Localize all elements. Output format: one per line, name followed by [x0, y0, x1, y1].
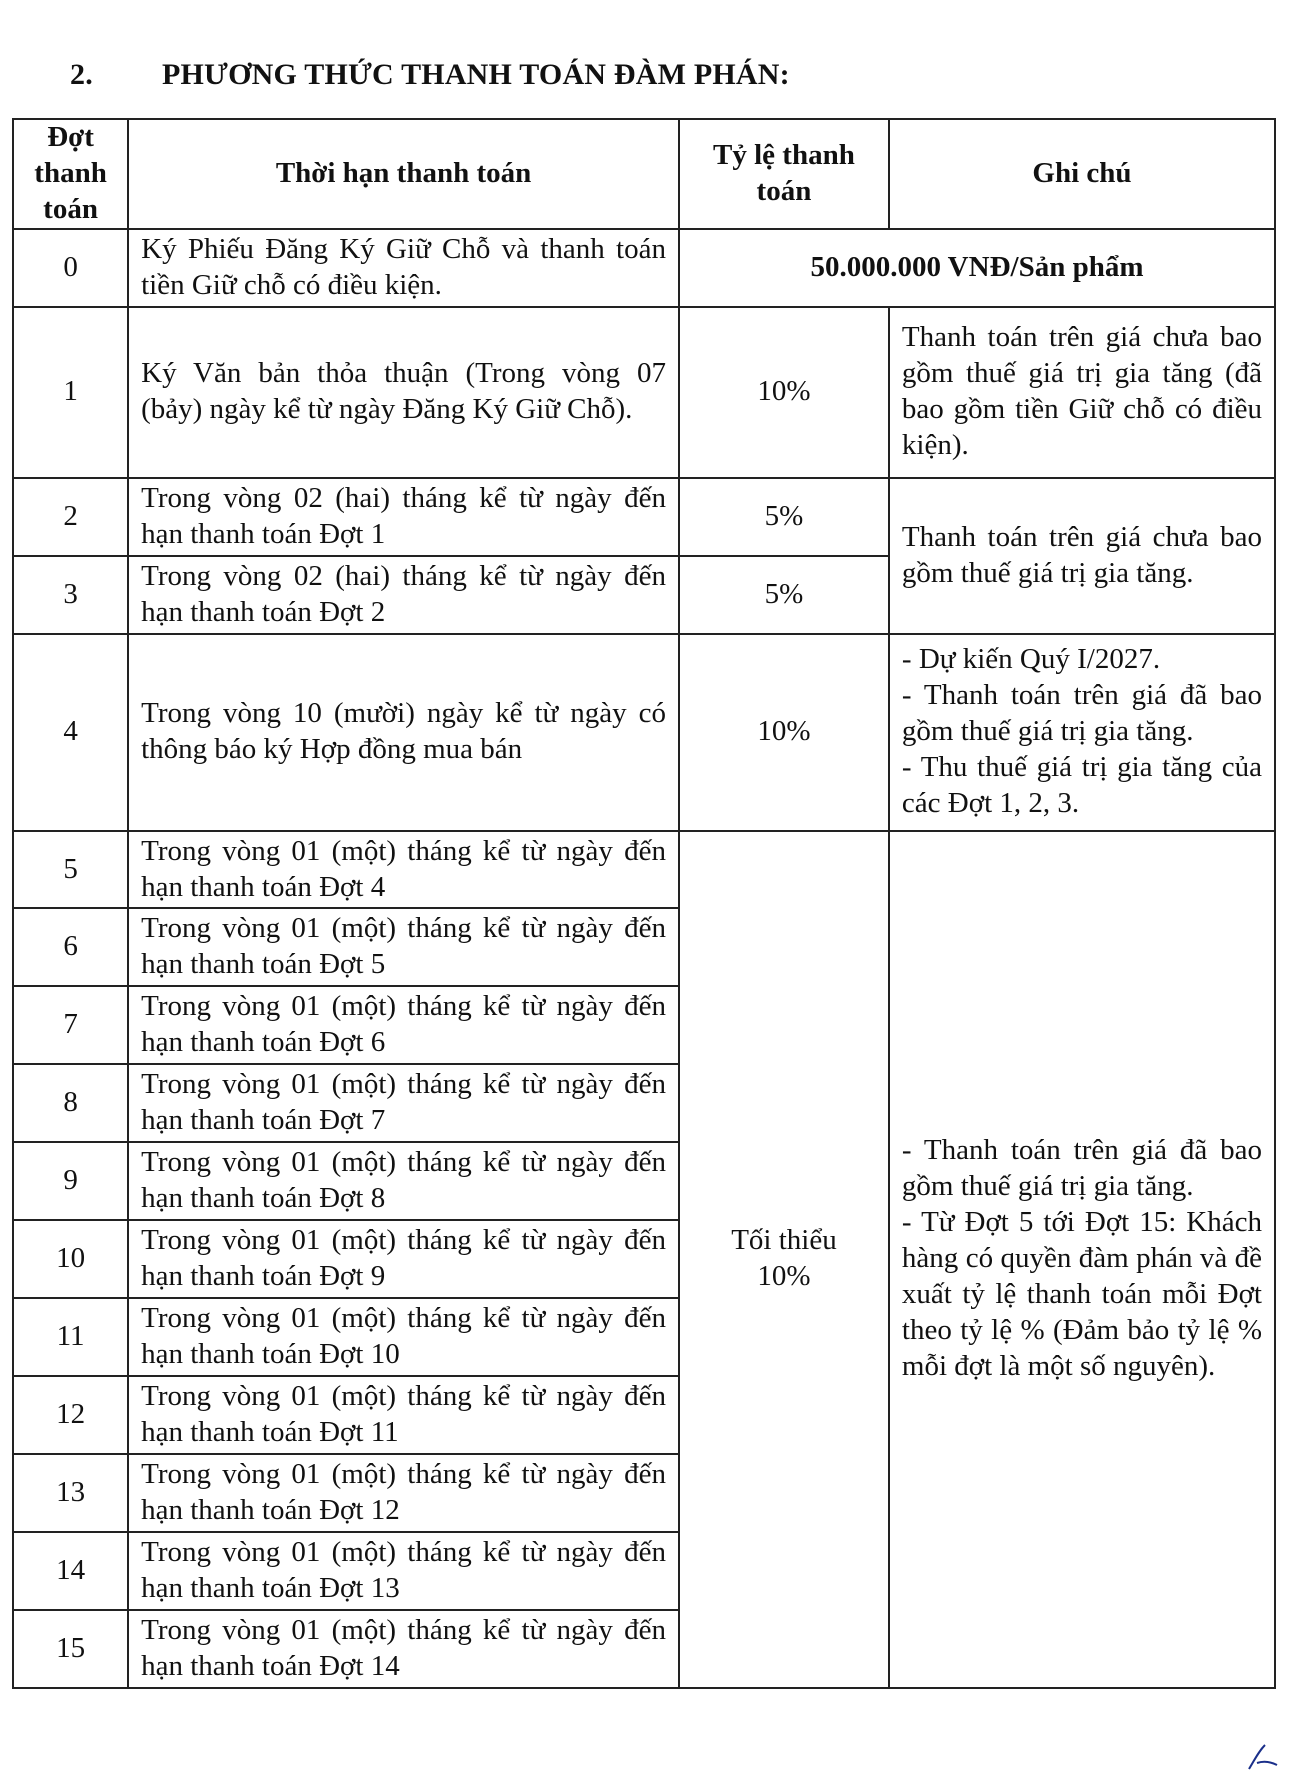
table-row: [13, 229, 1275, 307]
installment-number: 0: [13, 229, 128, 307]
section-number: 2.: [70, 58, 93, 91]
deposit-amount: 50.000.000 VNĐ/Sản phẩm: [679, 229, 1275, 307]
payment-term: Trong vòng 01 (một) tháng kể từ ngày đến hạn thanh toán Đợt 8: [128, 1142, 679, 1220]
signature-mark: [1229, 1741, 1289, 1771]
installment-number: 8: [13, 1064, 128, 1142]
header-payment-term: Thời hạn thanh toán: [128, 119, 679, 229]
payment-term: Trong vòng 01 (một) tháng kể từ ngày đến hạn thanh toán Đợt 12: [128, 1454, 679, 1532]
payment-term: Trong vòng 01 (một) tháng kể từ ngày đến hạn thanh toán Đợt 14: [128, 1610, 679, 1688]
payment-term: Trong vòng 01 (một) tháng kể từ ngày đến hạn thanh toán Đợt 11: [128, 1376, 679, 1454]
installment-number: 4: [13, 634, 128, 831]
payment-term: Trong vòng 01 (một) tháng kể từ ngày đến hạn thanh toán Đợt 7: [128, 1064, 679, 1142]
payment-note: [889, 831, 1275, 1688]
payment-term: Trong vòng 01 (một) tháng kể từ ngày đến hạn thanh toán Đợt 6: [128, 986, 679, 1064]
payment-term: Trong vòng 02 (hai) tháng kể từ ngày đến hạn thanh toán Đợt 2: [128, 556, 679, 634]
installment-number: 10: [13, 1220, 128, 1298]
installment-number: 6: [13, 908, 128, 986]
note-line: - Từ Đợt 5 tới Đợt 15: Khách hàng có quyền đàm phán và đề xuất tỷ lệ thanh toán mỗi Đợt theo tỷ lệ % (Đảm bảo tỷ lệ % mỗi đợt là một số nguyên).: [901, 1206, 1262, 1382]
payment-note: Thanh toán trên giá chưa bao gồm thuế giá trị gia tăng.: [889, 478, 1275, 634]
note-line: - Thanh toán trên giá đã bao gồm thuế giá trị gia tăng.: [901, 679, 1262, 748]
payment-term: Ký Phiếu Đăng Ký Giữ Chỗ và thanh toán tiền Giữ chỗ có điều kiện.: [128, 229, 679, 307]
payment-term: Trong vòng 01 (một) tháng kể từ ngày đến hạn thanh toán Đợt 10: [128, 1298, 679, 1376]
installment-number: 3: [13, 556, 128, 634]
payment-note: Thanh toán trên giá chưa bao gồm thuế giá trị gia tăng (đã bao gồm tiền Giữ chỗ có điều kiện).: [889, 307, 1275, 478]
payment-term: Trong vòng 02 (hai) tháng kể từ ngày đến hạn thanh toán Đợt 1: [128, 478, 679, 556]
section-heading: [70, 58, 790, 92]
payment-term: Trong vòng 01 (một) tháng kể từ ngày đến hạn thanh toán Đợt 4: [128, 831, 679, 909]
table-row: [13, 307, 1275, 478]
installment-number: 15: [13, 1610, 128, 1688]
header-payment-rate: Tỷ lệ thanh toán: [679, 119, 889, 229]
payment-term: Trong vòng 01 (một) tháng kể từ ngày đến hạn thanh toán Đợt 13: [128, 1532, 679, 1610]
payment-note: [889, 634, 1275, 831]
installment-number: 12: [13, 1376, 128, 1454]
table-row: [13, 634, 1275, 831]
payment-rate: 5%: [679, 478, 889, 556]
payment-rate: Tối thiểu 10%: [679, 831, 889, 1688]
installment-number: 9: [13, 1142, 128, 1220]
installment-number: 14: [13, 1532, 128, 1610]
payment-term: Trong vòng 01 (một) tháng kể từ ngày đến hạn thanh toán Đợt 9: [128, 1220, 679, 1298]
installment-number: 1: [13, 307, 128, 478]
payment-term: Ký Văn bản thỏa thuận (Trong vòng 07 (bảy) ngày kể từ ngày Đăng Ký Giữ Chỗ).: [128, 307, 679, 478]
payment-rate: 10%: [679, 307, 889, 478]
header-installment: Đợt thanh toán: [13, 119, 128, 229]
header-notes: Ghi chú: [889, 119, 1275, 229]
note-line: - Dự kiến Quý I/2027.: [901, 643, 1161, 676]
table-row: [13, 831, 1275, 909]
payment-term: Trong vòng 10 (mười) ngày kể từ ngày có thông báo ký Hợp đồng mua bán: [128, 634, 679, 831]
note-line: - Thu thuế giá trị gia tăng của các Đợt 1, 2, 3.: [901, 751, 1262, 819]
payment-rate: 10%: [679, 634, 889, 831]
installment-number: 13: [13, 1454, 128, 1532]
payment-term: Trong vòng 01 (một) tháng kể từ ngày đến hạn thanh toán Đợt 5: [128, 908, 679, 986]
table-row: [13, 478, 1275, 556]
table-header-row: [13, 119, 1275, 229]
installment-number: 7: [13, 986, 128, 1064]
note-line: - Thanh toán trên giá đã bao gồm thuế giá trị gia tăng.: [901, 1134, 1262, 1203]
payment-schedule-table: [12, 118, 1276, 1689]
section-title: PHƯƠNG THỨC THANH TOÁN ĐÀM PHÁN:: [162, 58, 790, 91]
installment-number: 11: [13, 1298, 128, 1376]
installment-number: 2: [13, 478, 128, 556]
installment-number: 5: [13, 831, 128, 909]
payment-rate: 5%: [679, 556, 889, 634]
